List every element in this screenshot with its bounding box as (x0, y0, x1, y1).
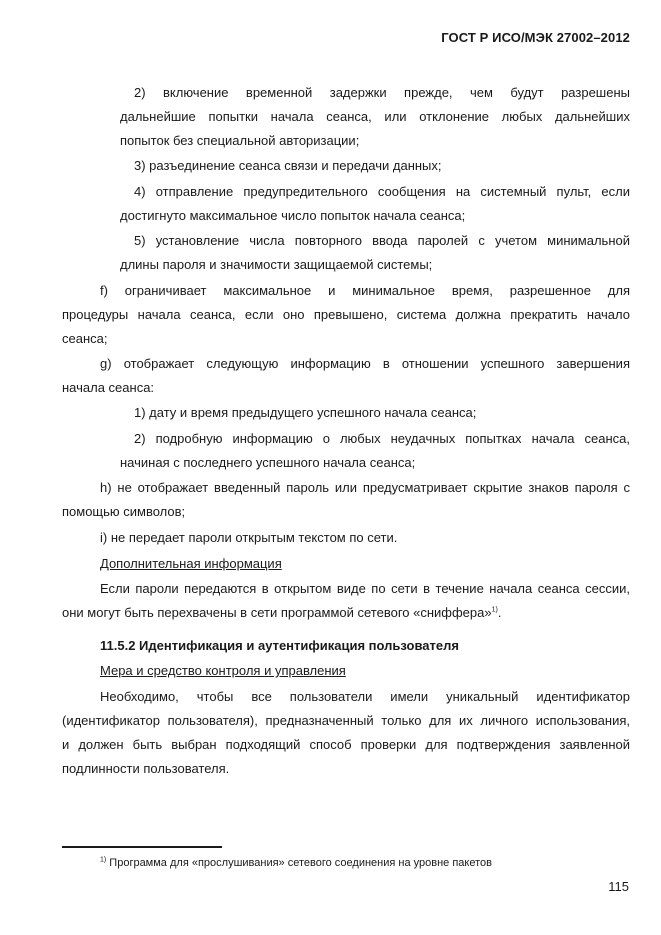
section-title: 11.5.2 Идентификация и аутентификация пользователя (100, 638, 459, 653)
list-item-4-line-1: 4) отправление предупредительного сообщения на системный пульт, если (134, 184, 630, 199)
list-item-2-line-1: 2) включение временной задержки прежде, чем будут разрешены (134, 85, 630, 100)
footnote (100, 856, 492, 870)
page-number: 115 (608, 879, 629, 894)
list-item-5-line-2: длины пароля и значимости защищаемой системы; (120, 257, 433, 272)
document-header: ГОСТ Р ИСО/МЭК 27002–2012 (441, 30, 630, 45)
additional-info-line-2 (62, 604, 501, 622)
additional-info-line-2-text: они могут быть перехвачены в сети программой сетевого «сниффера» (62, 605, 492, 620)
item-f-line-3: сеанса; (62, 331, 108, 346)
section-para-line-4: подлинности пользователя. (62, 761, 230, 776)
item-g-sub-2-line-1: 2) подробную информацию о любых неудачных попытках начала сеанса, (134, 431, 630, 446)
footnote-mark: 1) (100, 856, 107, 864)
section-subheading: Мера и средство контроля и управления (100, 663, 346, 678)
section-para-line-2: (идентификатор пользователя), предназначенный только для их личного использования, (62, 713, 630, 728)
list-item-5-line-1: 5) установление числа повторного ввода паролей с учетом минимальной (134, 233, 630, 248)
item-h-line-2: помощью символов; (62, 504, 186, 519)
footnote-reference: 1) (491, 606, 498, 614)
list-item-2-line-2: дальнейшие попытки начала сеанса, или отклонение любых дальнейших (120, 109, 630, 124)
item-i: i) не передает пароли открытым текстом по сети. (100, 530, 398, 545)
item-h-line-1: h) не отображает введенный пароль или предусматривает скрытие знаков пароля с (100, 480, 630, 495)
footnote-text: Программа для «прослушивания» сетевого соединения на уровне пакетов (109, 857, 492, 869)
item-g-sub-2-line-2: начиная с последнего успешного начала сеанса; (120, 455, 416, 470)
item-g-line-2: начала сеанса: (62, 380, 155, 395)
item-g-line-1: g) отображает следующую информацию в отношении успешного завершения (100, 356, 630, 371)
additional-info-line-1: Если пароли передаются в открытом виде по сети в течение начала сеанса сессии, (100, 581, 630, 596)
section-para-line-1: Необходимо, чтобы все пользователи имели уникальный идентификатор (100, 689, 630, 704)
item-f-line-1: f) ограничивает максимальное и минимальное время, разрешенное для (100, 283, 630, 298)
list-item-4-line-2: достигнуто максимальное число попыток начала сеанса; (120, 208, 466, 223)
footnote-divider (62, 846, 222, 848)
list-item-2-line-3: попыток без специальной авторизации; (120, 133, 360, 148)
section-para-line-3: и должен быть выбран подходящий способ проверки для подтверждения заявленной (62, 737, 630, 752)
item-f-line-2: процедуры начала сеанса, если оно превышено, система должна прекратить начало (62, 307, 630, 322)
item-g-sub-1: 1) дату и время предыдущего успешного начала сеанса; (134, 405, 477, 420)
additional-info-heading: Дополнительная информация (100, 556, 282, 571)
additional-info-line-2-end: . (497, 605, 502, 620)
list-item-3: 3) разъединение сеанса связи и передачи данных; (134, 158, 442, 173)
